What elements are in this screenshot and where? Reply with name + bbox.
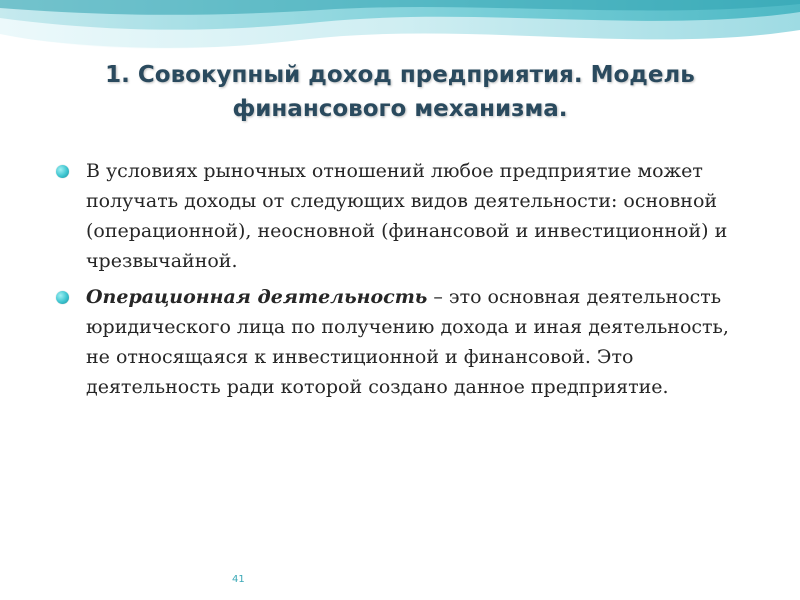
slide-title-line-1: 1. Совокупный доход предприятия. Модель xyxy=(105,62,695,88)
bullet-item-1 xyxy=(56,156,736,276)
bullet-dot-icon xyxy=(56,291,69,304)
slide-body xyxy=(56,156,736,408)
bullet-text: – это основная деятельность юридического лица по получению дохода и иная деятельность, не относящаяся к инвестиционной и финансовой. Это деятельность ради которой создано данное предприятие. xyxy=(86,286,729,398)
page-number: 41 xyxy=(232,574,245,585)
slide-title-line-2: финансового механизма. xyxy=(232,96,568,122)
bullet-item-2 xyxy=(56,282,736,402)
bullet-term: Операционная деятельность xyxy=(86,286,428,308)
bullet-dot-icon xyxy=(56,165,69,178)
bullet-text: В условиях рыночных отношений любое предприятие может получать доходы от следующих видов деятельности: основной (операционной), неосновной (финансовой и инвестиционной) и чрезвычайной. xyxy=(86,160,728,272)
slide-title xyxy=(40,58,760,126)
